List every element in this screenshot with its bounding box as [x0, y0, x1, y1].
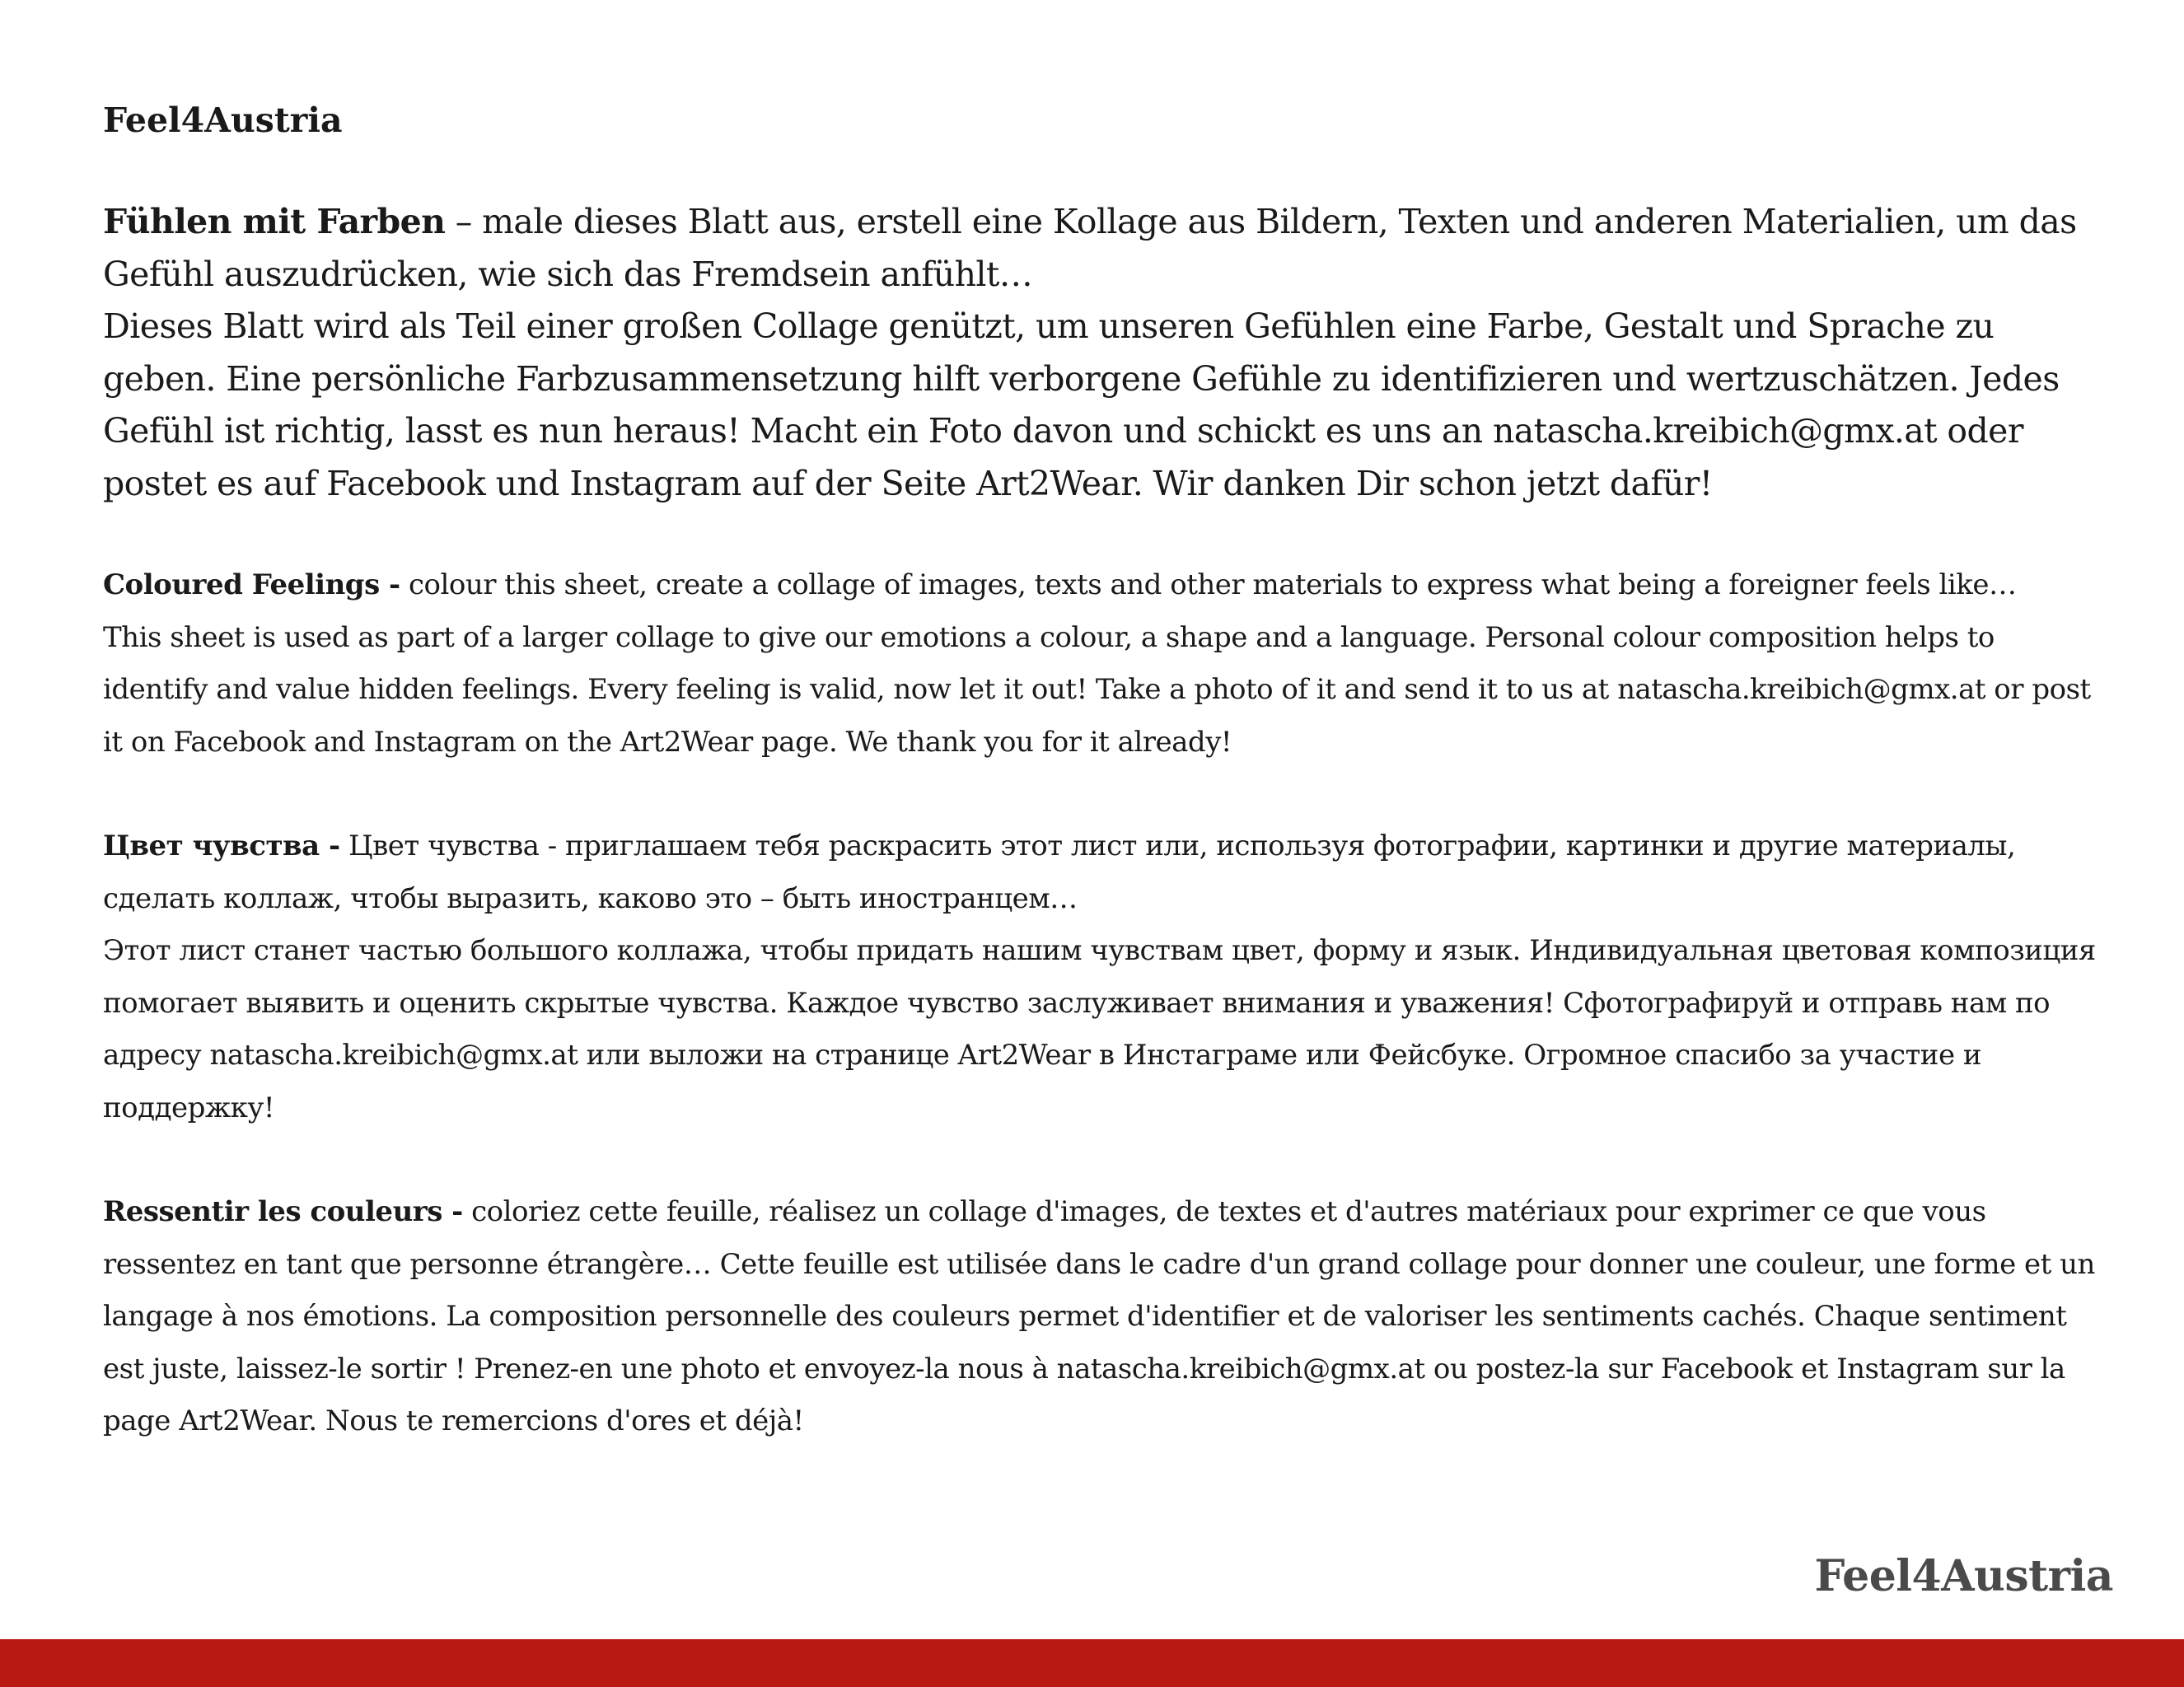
russian-intro — [103, 820, 2097, 925]
english-body: This sheet is used as part of a larger collage to give our emotions a colour, a shape and a language. Personal colour composition helps to identify and value hidden feelings. Every feeling is valid, now let it out! Take a photo of it and send it to us at natascha.kreibich@gmx.at or post it on Facebook and Instagram on the Art2Wear page. We thank you for it already! — [103, 620, 2091, 759]
english-lead: Coloured Feelings - — [103, 568, 400, 601]
russian-body: Этот лист станет частью большого коллажа, чтобы придать нашим чувствам цвет, форму и язык. Индивидуальная цветовая композиция помогает выявить и оценить скрытые чувства. Каждое чувство заслуживает внимания и уважения! Сфотографируй и отправь нам по адресу natascha.kreibich@gmx.at или выложи на странице Art2Wear в Инстаграме или Фейсбуке. Огромное спасибо за участие и поддержку! — [103, 934, 2096, 1124]
english-line1: colour this sheet, create a collage of images, texts and other materials to express what being a foreigner feels like… — [400, 568, 2017, 601]
footer-brand-logo: Feel4Austria — [1814, 1551, 2113, 1601]
section-french — [103, 1186, 2097, 1448]
german-line1: – male dieses Blatt aus, erstell eine Kollage aus Bildern, Texten und anderen Materialien, um das Gefühl auszudrücken, wie sich das Fremdsein anfühlt… — [103, 202, 2077, 294]
document-title: Feel4Austria — [103, 100, 343, 140]
footer-accent-bar — [0, 1639, 2184, 1687]
french-intro — [103, 1186, 2097, 1448]
section-german — [103, 196, 2097, 510]
french-lead: Ressentir les couleurs - — [103, 1195, 463, 1228]
section-russian — [103, 820, 2097, 1134]
document-page — [103, 97, 2097, 1500]
english-intro — [103, 559, 2097, 612]
russian-line1: Цвет чувства - приглашаем тебя раскрасить этот лист или, используя фотографии, картинки и другие материалы, сделать коллаж, чтобы выразить, каково это – быть иностранцем… — [103, 829, 2016, 915]
german-body: Dieses Blatt wird als Teil einer großen Collage genützt, um unseren Gefühlen eine Farbe, Gestalt und Sprache zu geben. Eine persönliche Farbzusammensetzung hilft verborgene Gefühle zu identifizieren und wertzuschätzen. Jedes Gefühl ist richtig, lasst es nun heraus! Macht ein Foto davon und schickt es uns an natascha.kreibich@gmx.at oder postet es auf Facebook und Instagram auf der Seite Art2Wear. Wir danken Dir schon jetzt dafür! — [103, 306, 2060, 503]
german-intro — [103, 196, 2097, 301]
german-lead: Fühlen mit Farben — [103, 202, 446, 241]
french-line1: coloriez cette feuille, réalisez un collage d'images, de textes et d'autres matériaux pour exprimer ce que vous ressentez en tant que personne étrangère… Cette feuille est utilisée dans le cadre d'un grand collage pour donner une couleur, une forme et un langage à nos émotions. La composition personnelle des couleurs permet d'identifier et de valoriser les sentiments cachés. Chaque sentiment est juste, laissez-le sortir ! Prenez-en une photo et envoyez-la nous à natascha.kreibich@gmx.at ou postez-la sur Facebook et Instagram sur la page Art2Wear. Nous te remercions d'ores et déjà! — [103, 1195, 2095, 1437]
russian-lead: Цвет чувства - — [103, 829, 340, 862]
section-english — [103, 559, 2097, 769]
